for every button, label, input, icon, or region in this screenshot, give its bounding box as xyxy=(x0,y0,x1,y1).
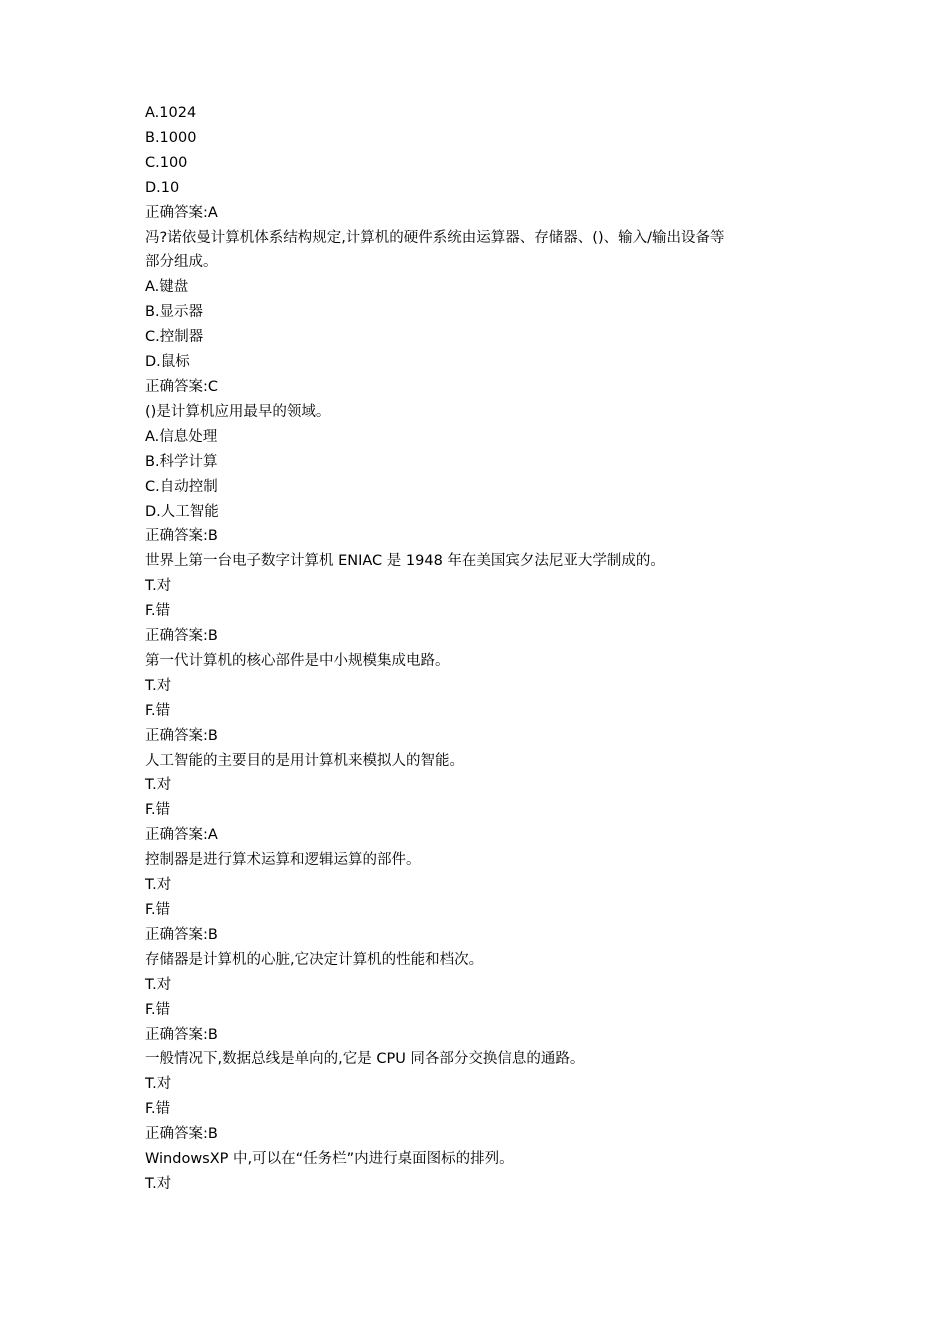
true-false-option: T.对 xyxy=(145,777,172,794)
true-false-option: T.对 xyxy=(145,1175,172,1192)
answer-option: B.科学计算 xyxy=(145,453,218,470)
true-false-option: F.错 xyxy=(145,1101,171,1118)
true-false-option: F.错 xyxy=(145,1001,171,1018)
answer-option: C.100 xyxy=(145,154,188,171)
question-text: ()是计算机应用最早的领域。 xyxy=(145,403,331,420)
correct-answer: 正确答案:C xyxy=(145,378,219,395)
correct-answer: 正确答案:B xyxy=(145,727,218,744)
true-false-option: F.错 xyxy=(145,702,171,719)
correct-answer: 正确答案:B xyxy=(145,528,218,545)
answer-option: B.显示器 xyxy=(145,304,204,321)
answer-option: B.1000 xyxy=(145,129,197,146)
question-text: 世界上第一台电子数字计算机 ENIAC 是 1948 年在美国宾夕法尼亚大学制成的。 xyxy=(145,553,665,570)
answer-option: D.10 xyxy=(145,179,180,196)
true-false-option: T.对 xyxy=(145,877,172,894)
true-false-option: T.对 xyxy=(145,1076,172,1093)
question-text: WindowsXP 中,可以在“任务栏”内进行桌面图标的排列。 xyxy=(145,1151,514,1168)
true-false-option: F.错 xyxy=(145,902,171,918)
correct-answer: 正确答案:B xyxy=(145,1126,218,1143)
answer-option: D.鼠标 xyxy=(145,354,190,371)
true-false-option: F.错 xyxy=(145,603,171,620)
true-false-option: T.对 xyxy=(145,976,172,993)
question-text: 控制器是进行算术运算和逻辑运算的部件。 xyxy=(145,852,421,869)
answer-option: A.1024 xyxy=(145,105,197,121)
document-body xyxy=(145,101,825,1197)
correct-answer: 正确答案:A xyxy=(145,827,218,844)
question-text: 存储器是计算机的心脏,它决定计算机的性能和档次。 xyxy=(145,951,484,968)
correct-answer: 正确答案:B xyxy=(145,926,218,943)
question-text: 人工智能的主要目的是用计算机来模拟人的智能。 xyxy=(145,752,464,769)
question-text: 冯?诺依曼计算机体系结构规定,计算机的硬件系统由运算器、存储器、()、输入/输出设备等 xyxy=(145,229,725,246)
true-false-option: T.对 xyxy=(145,578,172,595)
correct-answer: 正确答案:B xyxy=(145,628,218,645)
correct-answer: 正确答案:B xyxy=(145,1026,218,1043)
answer-option: C.自动控制 xyxy=(145,478,218,495)
answer-option: A.键盘 xyxy=(145,279,189,296)
question-text: 第一代计算机的核心部件是中小规模集成电路。 xyxy=(145,652,450,669)
true-false-option: T.对 xyxy=(145,677,172,694)
answer-option: C.控制器 xyxy=(145,329,204,346)
question-text: 一般情况下,数据总线是单向的,它是 CPU 同各部分交换信息的通路。 xyxy=(145,1051,585,1068)
true-false-option: F.错 xyxy=(145,802,171,819)
question-text: 部分组成。 xyxy=(145,254,218,271)
answer-option: D.人工智能 xyxy=(145,503,219,520)
answer-option: A.信息处理 xyxy=(145,428,218,445)
correct-answer: 正确答案:A xyxy=(145,204,218,221)
